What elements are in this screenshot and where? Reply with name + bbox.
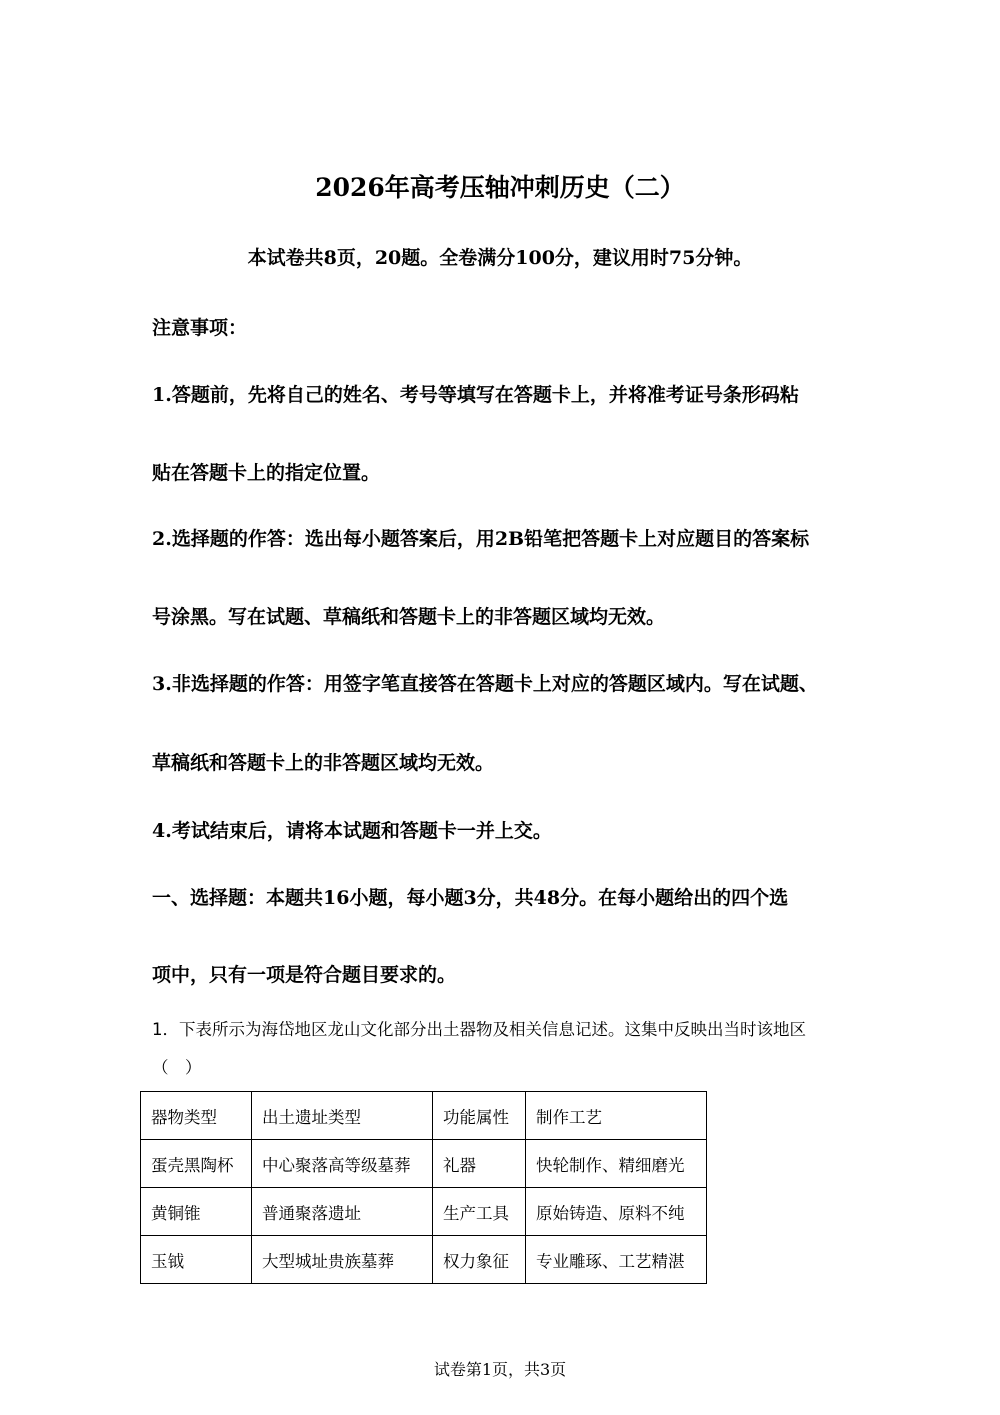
question-1-answer-blank: （ ） — [152, 1058, 202, 1077]
table-header-cell: 功能属性 — [433, 1092, 526, 1140]
notice-line: 3.非选择题的作答：用签字笔直接答在答题卡上对应的答题区域内。写在试题、 — [152, 673, 818, 695]
table-header-cell: 出土遗址类型 — [252, 1092, 433, 1140]
page-footer: 试卷第1页，共3页 — [433, 1360, 567, 1379]
table-header-cell: 器物类型 — [141, 1092, 252, 1140]
table-cell: 原始铸造、原料不纯 — [526, 1188, 707, 1236]
notice-line: 2.选择题的作答：选出每小题答案后，用2B铅笔把答题卡上对应题目的答案标 — [152, 528, 810, 550]
section-heading-line: 一、选择题：本题共16小题，每小题3分，共48分。在每小题给出的四个选 — [152, 887, 789, 909]
table-cell: 生产工具 — [433, 1188, 526, 1236]
table-row — [141, 1140, 707, 1188]
notice-line: 1.答题前，先将自己的姓名、考号等填写在答题卡上，并将准考证号条形码粘 — [152, 384, 799, 406]
table-cell: 玉钺 — [141, 1236, 252, 1284]
table-cell: 蛋壳黑陶杯 — [141, 1140, 252, 1188]
table-row — [141, 1188, 707, 1236]
notice-heading: 注意事项： — [152, 317, 248, 339]
notice-line: 贴在答题卡上的指定位置。 — [152, 462, 381, 484]
table-cell: 礼器 — [433, 1140, 526, 1188]
notice-line: 4.考试结束后，请将本试题和答题卡一并上交。 — [152, 820, 552, 842]
table-cell: 黄铜锥 — [141, 1188, 252, 1236]
table-header-cell: 制作工艺 — [526, 1092, 707, 1140]
table-cell: 快轮制作、精细磨光 — [526, 1140, 707, 1188]
table-cell: 权力象征 — [433, 1236, 526, 1284]
exam-subtitle: 本试卷共8页，20题。全卷满分100分，建议用时75分钟。 — [247, 247, 753, 269]
table-row — [141, 1236, 707, 1284]
table-header-row — [141, 1092, 707, 1140]
notice-line: 号涂黑。写在试题、草稿纸和答题卡上的非答题区域均无效。 — [152, 606, 666, 628]
section-heading-line: 项中，只有一项是符合题目要求的。 — [152, 964, 457, 986]
table-cell: 大型城址贵族墓葬 — [252, 1236, 433, 1284]
question-1-stem: 1．下表所示为海岱地区龙山文化部分出土器物及相关信息记述。这集中反映出当时该地区 — [152, 1020, 806, 1039]
notice-line: 草稿纸和答题卡上的非答题区域均无效。 — [152, 752, 495, 774]
table-cell: 中心聚落高等级墓葬 — [252, 1140, 433, 1188]
artifact-table — [140, 1091, 707, 1284]
table-cell: 普通聚落遗址 — [252, 1188, 433, 1236]
table-cell: 专业雕琢、工艺精湛 — [526, 1236, 707, 1284]
exam-title: 2026年高考压轴冲刺历史（二） — [315, 173, 685, 202]
